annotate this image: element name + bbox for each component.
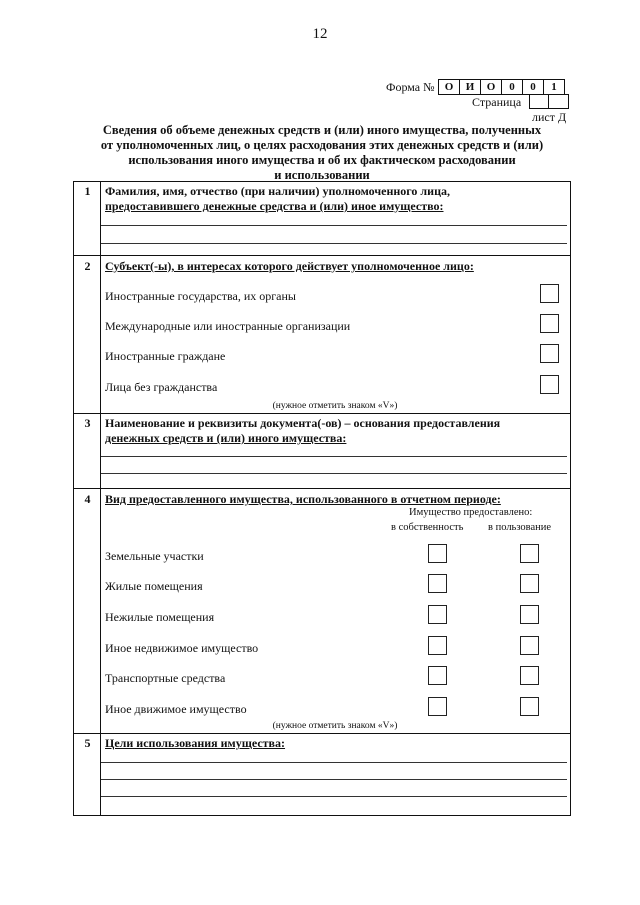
- form-number-label: Форма №: [386, 80, 435, 94]
- section-3-heading-line: денежных средств и (или) иного имущества:: [105, 431, 347, 445]
- form-code-boxes: [438, 79, 564, 95]
- section-2-number: 2: [84, 259, 91, 273]
- form-code-cell: 0: [522, 79, 544, 95]
- section-4-number: 4: [84, 492, 91, 506]
- property-other-real-estate-use-checkbox[interactable]: [520, 636, 539, 655]
- section-5-fill-line[interactable]: [101, 796, 567, 797]
- section-1-heading: [105, 184, 450, 214]
- page-number-field[interactable]: [529, 94, 569, 109]
- section-1-heading-line: Фамилия, имя, отчество (при наличии) уполномоченного лица,: [105, 184, 450, 198]
- property-vehicles-ownership-checkbox[interactable]: [428, 666, 447, 685]
- subject-foreign-citizens-checkbox[interactable]: [540, 344, 559, 363]
- title-line: и использовании: [274, 168, 370, 182]
- property-other-movable-use-checkbox[interactable]: [520, 697, 539, 716]
- document-title: [72, 123, 572, 183]
- section-2-note: (нужное отметить знаком «V»): [272, 401, 398, 411]
- section-5-fill-line[interactable]: [101, 762, 567, 763]
- section-1-fill-line[interactable]: [101, 243, 567, 244]
- property-residential-label: Жилые помещения: [105, 579, 203, 593]
- form-code-cell: 0: [501, 79, 523, 95]
- section-1-heading-line: предоставившего денежные средства и (или) иное имущество:: [105, 199, 444, 213]
- section-1-fill-line[interactable]: [101, 225, 567, 226]
- section-2-heading: Субъект(-ы), в интересах которого действует уполномоченное лицо:: [105, 259, 474, 273]
- form-code-cell: О: [480, 79, 502, 95]
- column-use-label: в пользование: [488, 522, 552, 533]
- form-code-cell: О: [438, 79, 460, 95]
- property-nonresidential-use-checkbox[interactable]: [520, 605, 539, 624]
- section-divider: [73, 488, 570, 489]
- section-5-fill-line[interactable]: [101, 779, 567, 780]
- property-provided-label: Имущество предоставлено:: [409, 507, 533, 518]
- property-residential-ownership-checkbox[interactable]: [428, 574, 447, 593]
- title-line: использования иного имущества и об их фактическом расходовании: [128, 153, 516, 167]
- section-3-number: 3: [84, 416, 91, 430]
- section-4-note: (нужное отметить знаком «V»): [272, 721, 398, 731]
- section-divider: [73, 255, 570, 256]
- section-4-heading: Вид предоставленного имущества, использованного в отчетном периоде:: [105, 492, 501, 506]
- subject-foreign-states-label: Иностранные государства, их органы: [105, 289, 296, 303]
- section-1-number: 1: [84, 184, 91, 198]
- property-vehicles-use-checkbox[interactable]: [520, 666, 539, 685]
- title-line: Сведения об объеме денежных средств и (или) иного имущества, полученных: [102, 123, 542, 137]
- section-3-fill-line[interactable]: [101, 473, 567, 474]
- property-other-real-estate-ownership-checkbox[interactable]: [428, 636, 447, 655]
- subject-international-orgs-label: Международные или иностранные организации: [105, 319, 351, 333]
- section-3-heading: [105, 416, 500, 446]
- property-land-label: Земельные участки: [105, 549, 204, 563]
- subject-stateless-checkbox[interactable]: [540, 375, 559, 394]
- subject-foreign-citizens-label: Иностранные граждане: [105, 349, 226, 363]
- property-nonresidential-ownership-checkbox[interactable]: [428, 605, 447, 624]
- sheet-label: лист Д: [532, 110, 567, 124]
- property-residential-use-checkbox[interactable]: [520, 574, 539, 593]
- form-code-cell: 1: [543, 79, 565, 95]
- subject-stateless-label: Лица без гражданства: [105, 380, 218, 394]
- property-nonresidential-label: Нежилые помещения: [105, 610, 215, 624]
- property-other-real-estate-label: Иное недвижимое имущество: [105, 641, 259, 655]
- column-ownership-label: в собственность: [391, 522, 464, 533]
- subject-international-orgs-checkbox[interactable]: [540, 314, 559, 333]
- property-other-movable-label: Иное движимое имущество: [105, 702, 247, 716]
- section-divider: [73, 733, 570, 734]
- section-3-fill-line[interactable]: [101, 456, 567, 457]
- page-label: Страница: [472, 95, 522, 109]
- section-3-heading-line: Наименование и реквизиты документа(-ов) – основания предоставления: [105, 416, 501, 430]
- subject-foreign-states-checkbox[interactable]: [540, 284, 559, 303]
- property-vehicles-label: Транспортные средства: [105, 671, 226, 685]
- form-code-cell: И: [459, 79, 481, 95]
- section-5-heading: Цели использования имущества:: [105, 736, 286, 750]
- property-land-ownership-checkbox[interactable]: [428, 544, 447, 563]
- page-number: 12: [312, 26, 328, 42]
- property-land-use-checkbox[interactable]: [520, 544, 539, 563]
- title-line: от уполномоченных лиц, о целях расходования этих денежных средств и (или): [100, 138, 544, 152]
- section-divider: [73, 413, 570, 414]
- property-other-movable-ownership-checkbox[interactable]: [428, 697, 447, 716]
- section-5-number: 5: [84, 736, 91, 750]
